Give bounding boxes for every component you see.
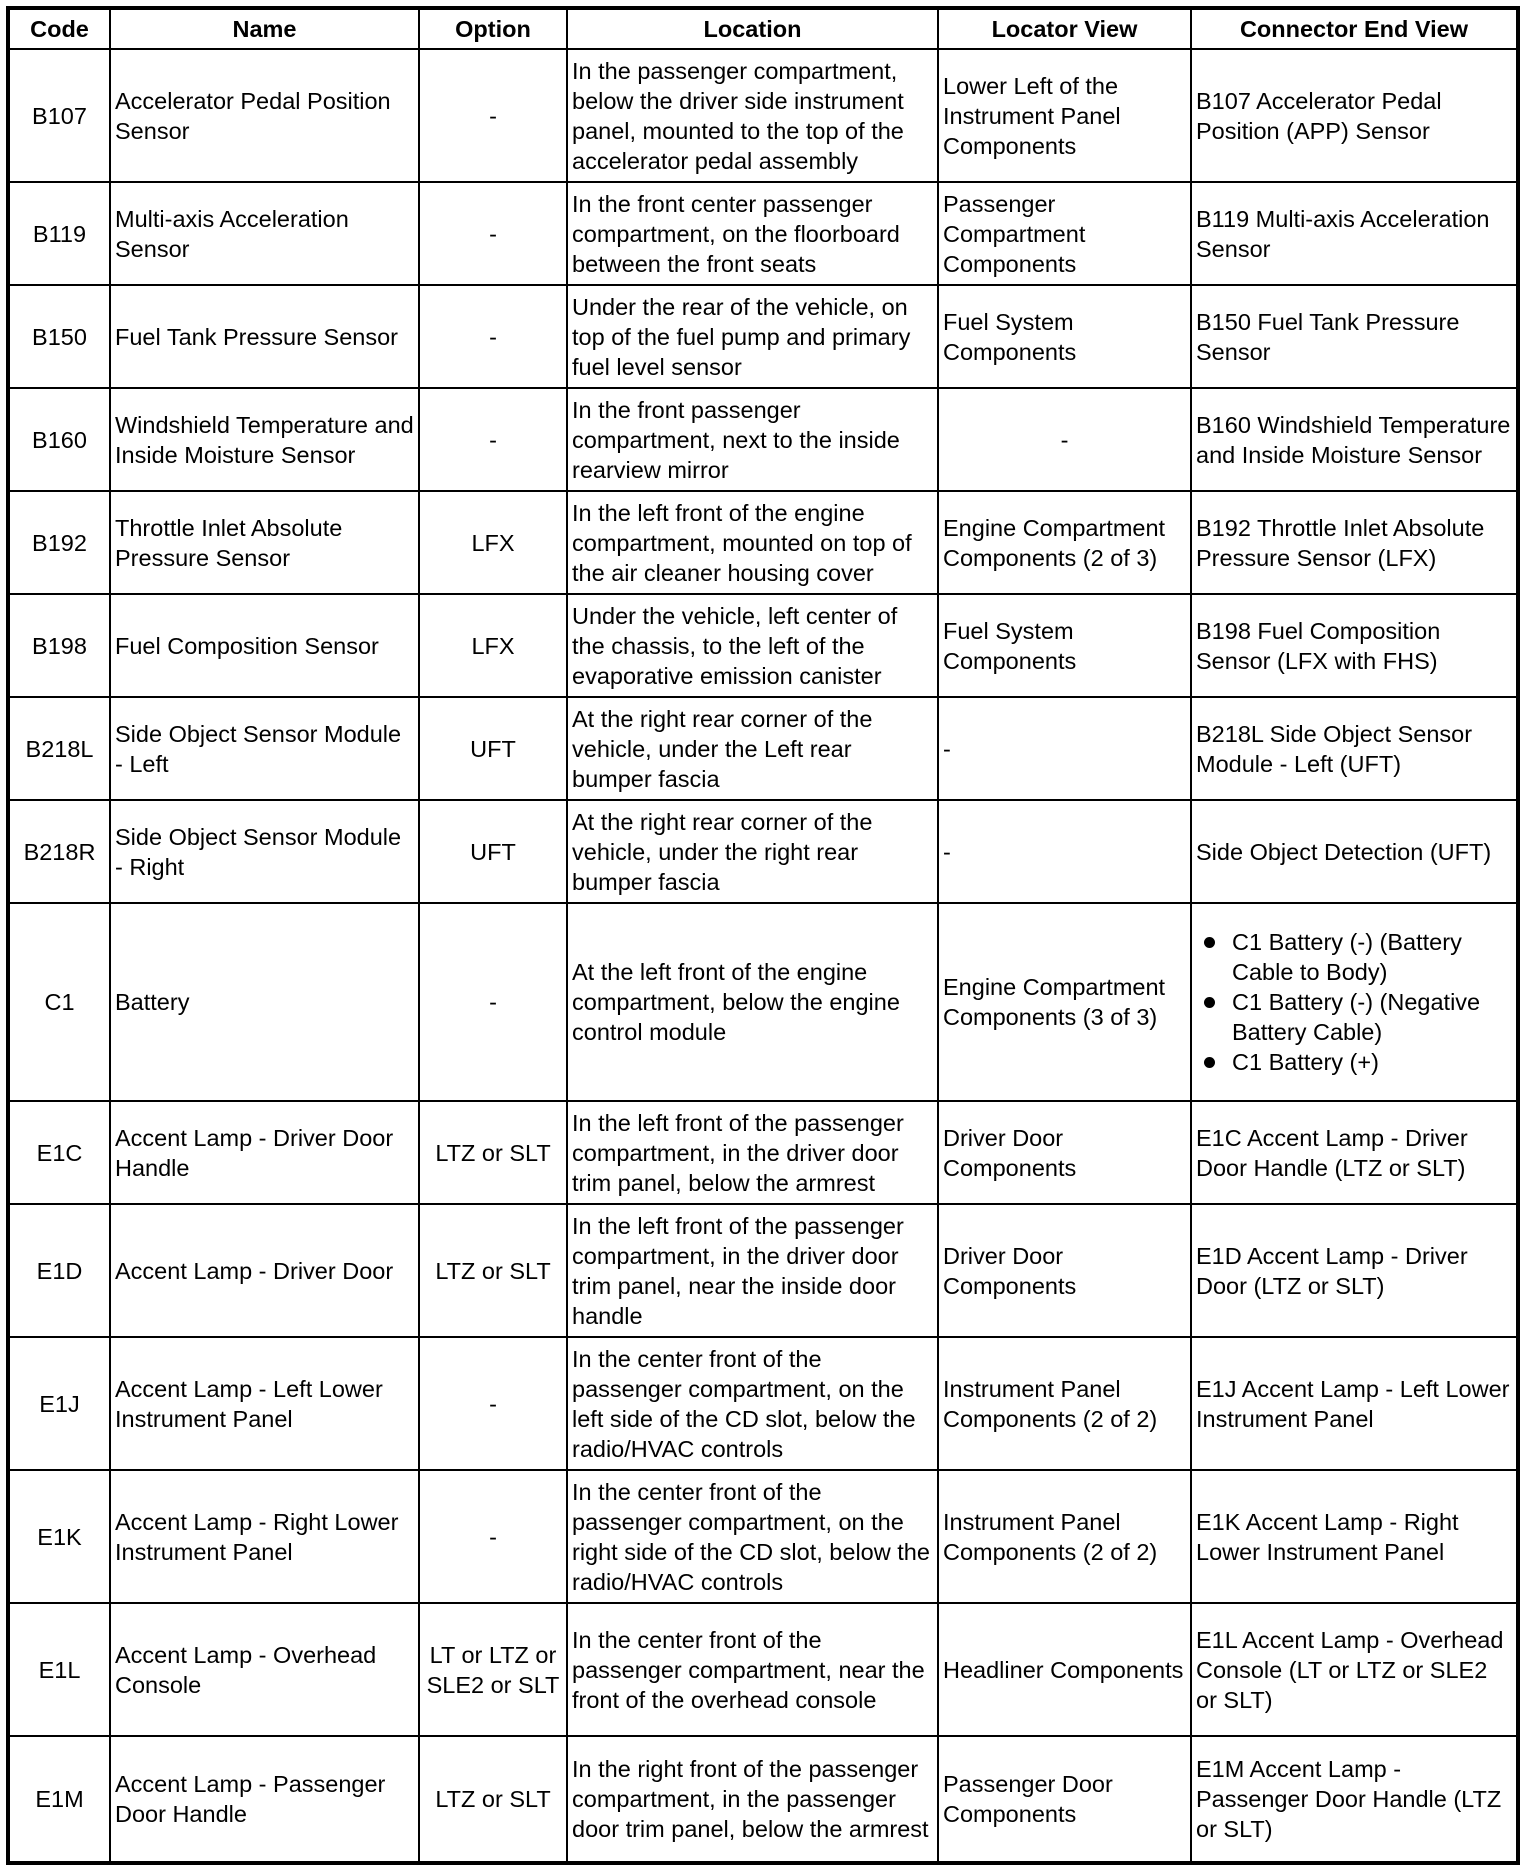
cell-code: B119 bbox=[8, 182, 110, 285]
header-row bbox=[8, 8, 1518, 49]
cell-locator: Fuel System Components bbox=[938, 594, 1191, 697]
header-code: Code bbox=[8, 8, 110, 49]
cell-connector: E1K Accent Lamp - Right Lower Instrument Panel bbox=[1191, 1470, 1518, 1603]
cell-name: Side Object Sensor Module - Right bbox=[110, 800, 419, 903]
cell-option: - bbox=[419, 285, 567, 388]
header-connector-end-view: Connector End View bbox=[1191, 8, 1518, 49]
cell-location: Under the rear of the vehicle, on top of the fuel pump and primary fuel level sensor bbox=[567, 285, 938, 388]
cell-connector: B160 Windshield Temperature and Inside Moisture Sensor bbox=[1191, 388, 1518, 491]
cell-option: UFT bbox=[419, 697, 567, 800]
table-row bbox=[8, 49, 1518, 182]
cell-locator: Lower Left of the Instrument Panel Components bbox=[938, 49, 1191, 182]
table-row bbox=[8, 697, 1518, 800]
cell-connector: E1C Accent Lamp - Driver Door Handle (LTZ or SLT) bbox=[1191, 1101, 1518, 1204]
cell-locator: - bbox=[938, 388, 1191, 491]
cell-option: - bbox=[419, 388, 567, 491]
cell-locator: Headliner Components bbox=[938, 1603, 1191, 1736]
cell-name: Side Object Sensor Module - Left bbox=[110, 697, 419, 800]
header-option: Option bbox=[419, 8, 567, 49]
cell-code: B107 bbox=[8, 49, 110, 182]
cell-name: Accent Lamp - Driver Door bbox=[110, 1204, 419, 1337]
cell-location: In the front center passenger compartment, on the floorboard between the front seats bbox=[567, 182, 938, 285]
cell-location: At the right rear corner of the vehicle, under the right rear bumper fascia bbox=[567, 800, 938, 903]
table-row bbox=[8, 903, 1518, 1101]
cell-locator: - bbox=[938, 697, 1191, 800]
cell-connector: B107 Accelerator Pedal Position (APP) Sensor bbox=[1191, 49, 1518, 182]
table-row bbox=[8, 285, 1518, 388]
cell-connector: E1L Accent Lamp - Overhead Console (LT or LTZ or SLE2 or SLT) bbox=[1191, 1603, 1518, 1736]
cell-code: E1K bbox=[8, 1470, 110, 1603]
cell-code: B218L bbox=[8, 697, 110, 800]
cell-location: At the right rear corner of the vehicle, under the Left rear bumper fascia bbox=[567, 697, 938, 800]
cell-connector: B119 Multi-axis Acceleration Sensor bbox=[1191, 182, 1518, 285]
cell-option: - bbox=[419, 182, 567, 285]
cell-connector: B218L Side Object Sensor Module - Left (UFT) bbox=[1191, 697, 1518, 800]
connector-list-item: C1 Battery (-) (Battery Cable to Body) bbox=[1232, 927, 1512, 987]
table-row bbox=[8, 388, 1518, 491]
cell-option: LT or LTZ or SLE2 or SLT bbox=[419, 1603, 567, 1736]
cell-code: B192 bbox=[8, 491, 110, 594]
table-row bbox=[8, 1204, 1518, 1337]
cell-option: - bbox=[419, 49, 567, 182]
cell-name: Accent Lamp - Driver Door Handle bbox=[110, 1101, 419, 1204]
cell-option: LFX bbox=[419, 491, 567, 594]
cell-option: - bbox=[419, 1470, 567, 1603]
cell-location: Under the vehicle, left center of the chassis, to the left of the evaporative emission canister bbox=[567, 594, 938, 697]
cell-location: In the center front of the passenger compartment, on the left side of the CD slot, below the radio/HVAC controls bbox=[567, 1337, 938, 1470]
cell-locator: Driver Door Components bbox=[938, 1101, 1191, 1204]
cell-location: In the left front of the passenger compartment, in the driver door trim panel, near the inside door handle bbox=[567, 1204, 938, 1337]
cell-code: E1C bbox=[8, 1101, 110, 1204]
cell-option: LTZ or SLT bbox=[419, 1736, 567, 1863]
cell-code: E1D bbox=[8, 1204, 110, 1337]
cell-code: B160 bbox=[8, 388, 110, 491]
cell-connector: E1J Accent Lamp - Left Lower Instrument Panel bbox=[1191, 1337, 1518, 1470]
cell-option: LTZ or SLT bbox=[419, 1101, 567, 1204]
cell-option: LTZ or SLT bbox=[419, 1204, 567, 1337]
table-row bbox=[8, 800, 1518, 903]
cell-connector-list bbox=[1191, 903, 1518, 1101]
cell-connector: B150 Fuel Tank Pressure Sensor bbox=[1191, 285, 1518, 388]
table-row bbox=[8, 1337, 1518, 1470]
header-name: Name bbox=[110, 8, 419, 49]
cell-name: Accelerator Pedal Position Sensor bbox=[110, 49, 419, 182]
connector-list-item: C1 Battery (+) bbox=[1232, 1047, 1512, 1077]
cell-name: Throttle Inlet Absolute Pressure Sensor bbox=[110, 491, 419, 594]
cell-locator: Passenger Compartment Components bbox=[938, 182, 1191, 285]
cell-locator: Engine Compartment Components (2 of 3) bbox=[938, 491, 1191, 594]
cell-locator: Instrument Panel Components (2 of 2) bbox=[938, 1470, 1191, 1603]
cell-connector: E1D Accent Lamp - Driver Door (LTZ or SLT) bbox=[1191, 1204, 1518, 1337]
cell-location: In the left front of the engine compartment, mounted on top of the air cleaner housing cover bbox=[567, 491, 938, 594]
cell-name: Multi-axis Acceleration Sensor bbox=[110, 182, 419, 285]
cell-connector: E1M Accent Lamp - Passenger Door Handle (LTZ or SLT) bbox=[1191, 1736, 1518, 1863]
cell-name: Accent Lamp - Passenger Door Handle bbox=[110, 1736, 419, 1863]
cell-option: - bbox=[419, 1337, 567, 1470]
cell-code: E1J bbox=[8, 1337, 110, 1470]
cell-code: E1M bbox=[8, 1736, 110, 1863]
cell-location: At the left front of the engine compartment, below the engine control module bbox=[567, 903, 938, 1101]
cell-locator: Engine Compartment Components (3 of 3) bbox=[938, 903, 1191, 1101]
table-row bbox=[8, 1101, 1518, 1204]
cell-location: In the center front of the passenger compartment, near the front of the overhead console bbox=[567, 1603, 938, 1736]
cell-code: E1L bbox=[8, 1603, 110, 1736]
cell-connector: Side Object Detection (UFT) bbox=[1191, 800, 1518, 903]
cell-name: Accent Lamp - Left Lower Instrument Panel bbox=[110, 1337, 419, 1470]
cell-name: Windshield Temperature and Inside Moisture Sensor bbox=[110, 388, 419, 491]
table-row bbox=[8, 1470, 1518, 1603]
cell-name: Battery bbox=[110, 903, 419, 1101]
cell-locator: Fuel System Components bbox=[938, 285, 1191, 388]
header-location: Location bbox=[567, 8, 938, 49]
cell-locator: - bbox=[938, 800, 1191, 903]
cell-code: B150 bbox=[8, 285, 110, 388]
cell-code: C1 bbox=[8, 903, 110, 1101]
connector-list-item: C1 Battery (-) (Negative Battery Cable) bbox=[1232, 987, 1512, 1047]
cell-location: In the center front of the passenger compartment, on the right side of the CD slot, below the radio/HVAC controls bbox=[567, 1470, 938, 1603]
cell-name: Accent Lamp - Right Lower Instrument Panel bbox=[110, 1470, 419, 1603]
cell-connector: B192 Throttle Inlet Absolute Pressure Sensor (LFX) bbox=[1191, 491, 1518, 594]
component-locator-table bbox=[6, 6, 1520, 1865]
cell-option: UFT bbox=[419, 800, 567, 903]
table-row bbox=[8, 182, 1518, 285]
cell-option: LFX bbox=[419, 594, 567, 697]
cell-location: In the right front of the passenger compartment, in the passenger door trim panel, below the armrest bbox=[567, 1736, 938, 1863]
table-row bbox=[8, 1603, 1518, 1736]
header-locator-view: Locator View bbox=[938, 8, 1191, 49]
cell-name: Fuel Tank Pressure Sensor bbox=[110, 285, 419, 388]
cell-location: In the passenger compartment, below the driver side instrument panel, mounted to the top of the accelerator pedal assembly bbox=[567, 49, 938, 182]
cell-code: B198 bbox=[8, 594, 110, 697]
cell-connector: B198 Fuel Composition Sensor (LFX with FHS) bbox=[1191, 594, 1518, 697]
cell-name: Fuel Composition Sensor bbox=[110, 594, 419, 697]
cell-locator: Instrument Panel Components (2 of 2) bbox=[938, 1337, 1191, 1470]
cell-option: - bbox=[419, 903, 567, 1101]
table-row bbox=[8, 594, 1518, 697]
cell-code: B218R bbox=[8, 800, 110, 903]
cell-locator: Driver Door Components bbox=[938, 1204, 1191, 1337]
cell-location: In the front passenger compartment, next to the inside rearview mirror bbox=[567, 388, 938, 491]
table-row bbox=[8, 1736, 1518, 1863]
table-row bbox=[8, 491, 1518, 594]
cell-locator: Passenger Door Components bbox=[938, 1736, 1191, 1863]
cell-name: Accent Lamp - Overhead Console bbox=[110, 1603, 419, 1736]
cell-location: In the left front of the passenger compartment, in the driver door trim panel, below the armrest bbox=[567, 1101, 938, 1204]
